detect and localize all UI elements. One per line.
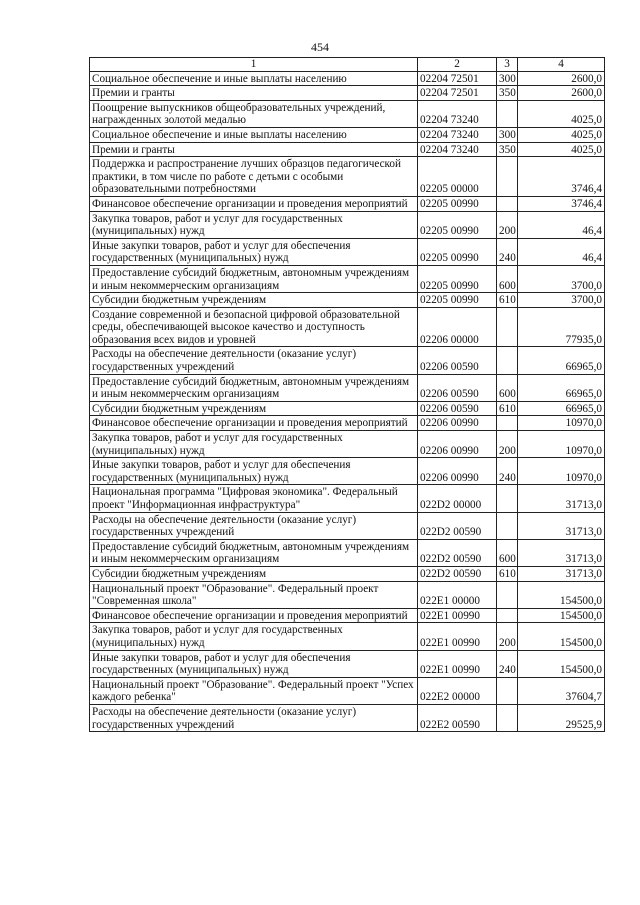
row-name: Закупка товаров, работ и услуг для государственных (муниципальных) нужд: [90, 431, 418, 458]
table-row: [90, 142, 605, 157]
row-code: 02206 00590: [418, 401, 497, 416]
row-code: 022D2 00590: [418, 512, 497, 539]
table-row: [90, 581, 605, 608]
row-type: 350: [497, 142, 518, 157]
table-row: [90, 416, 605, 431]
row-code: 02204 73240: [418, 127, 497, 142]
row-type: [497, 512, 518, 539]
row-code: 02205 00000: [418, 157, 497, 197]
row-type: [497, 307, 518, 347]
row-code: 02206 00590: [418, 347, 497, 374]
header-name: 1: [90, 58, 418, 72]
row-amount: 31713,0: [518, 566, 605, 581]
row-name: Создание современной и безопасной цифровой образовательной среды, обеспечивающей высокое качество и доступность образования всех видов и уровней: [90, 307, 418, 347]
row-code: 02206 00590: [418, 374, 497, 401]
row-name: Расходы на обеспечение деятельности (оказание услуг) государственных учреждений: [90, 704, 418, 731]
table-row: [90, 485, 605, 512]
table-row: [90, 238, 605, 265]
row-amount: 10970,0: [518, 458, 605, 485]
row-code: 022E1 00990: [418, 608, 497, 623]
row-amount: 3700,0: [518, 293, 605, 308]
row-name: Закупка товаров, работ и услуг для государственных (муниципальных) нужд: [90, 623, 418, 650]
row-name: Иные закупки товаров, работ и услуг для обеспечения государственных (муниципальных) нужд: [90, 650, 418, 677]
row-amount: 154500,0: [518, 623, 605, 650]
row-code: 022D2 00000: [418, 485, 497, 512]
row-code: 02204 73240: [418, 100, 497, 127]
row-amount: 46,4: [518, 211, 605, 238]
row-type: 300: [497, 71, 518, 86]
row-type: [497, 416, 518, 431]
row-name: Финансовое обеспечение организации и проведения мероприятий: [90, 608, 418, 623]
table-row: [90, 86, 605, 101]
row-name: Социальное обеспечение и иные выплаты населению: [90, 127, 418, 142]
row-type: 350: [497, 86, 518, 101]
row-name: Премии и гранты: [90, 142, 418, 157]
table-row: [90, 293, 605, 308]
row-name: Субсидии бюджетным учреждениям: [90, 401, 418, 416]
row-type: [497, 485, 518, 512]
page-number: 454: [311, 40, 329, 54]
row-type: 200: [497, 623, 518, 650]
row-name: Закупка товаров, работ и услуг для государственных (муниципальных) нужд: [90, 211, 418, 238]
row-name: Национальная программа "Цифровая экономика". Федеральный проект "Информационная инфраструктура": [90, 485, 418, 512]
row-type: 300: [497, 127, 518, 142]
row-type: 240: [497, 650, 518, 677]
row-code: 02205 00990: [418, 238, 497, 265]
row-amount: 31713,0: [518, 539, 605, 566]
row-amount: 4025,0: [518, 100, 605, 127]
row-type: [497, 677, 518, 704]
row-type: 610: [497, 293, 518, 308]
row-code: 02204 72501: [418, 71, 497, 86]
row-amount: 66965,0: [518, 374, 605, 401]
row-code: 022E2 00590: [418, 704, 497, 731]
row-name: Финансовое обеспечение организации и проведения мероприятий: [90, 196, 418, 211]
row-code: 02206 00000: [418, 307, 497, 347]
table-row: [90, 458, 605, 485]
row-code: 02206 00990: [418, 458, 497, 485]
row-amount: 37604,7: [518, 677, 605, 704]
header-code: 2: [418, 58, 497, 72]
row-name: Предоставление субсидий бюджетным, автономным учреждениям и иным некоммерческим организациям: [90, 374, 418, 401]
row-name: Расходы на обеспечение деятельности (оказание услуг) государственных учреждений: [90, 347, 418, 374]
table-row: [90, 265, 605, 292]
table-row: [90, 374, 605, 401]
row-type: 200: [497, 211, 518, 238]
row-code: 02205 00990: [418, 265, 497, 292]
row-name: Финансовое обеспечение организации и проведения мероприятий: [90, 416, 418, 431]
row-name: Премии и гранты: [90, 86, 418, 101]
table-row: [90, 307, 605, 347]
row-amount: 4025,0: [518, 127, 605, 142]
header-amount: 4: [518, 58, 605, 72]
table-row: [90, 347, 605, 374]
row-type: 600: [497, 539, 518, 566]
table-row: [90, 512, 605, 539]
row-type: [497, 704, 518, 731]
table-row: [90, 401, 605, 416]
row-code: 022D2 00590: [418, 539, 497, 566]
budget-table: [89, 57, 605, 732]
row-type: 240: [497, 238, 518, 265]
table-row: [90, 71, 605, 86]
row-amount: 2600,0: [518, 86, 605, 101]
row-code: 022E2 00000: [418, 677, 497, 704]
row-code: 02204 72501: [418, 86, 497, 101]
table-row: [90, 608, 605, 623]
row-amount: 66965,0: [518, 347, 605, 374]
row-type: [497, 196, 518, 211]
table-row: [90, 623, 605, 650]
row-type: 610: [497, 566, 518, 581]
row-amount: 46,4: [518, 238, 605, 265]
row-type: [497, 157, 518, 197]
row-name: Предоставление субсидий бюджетным, автономным учреждениям и иным некоммерческим организациям: [90, 265, 418, 292]
row-amount: 77935,0: [518, 307, 605, 347]
table-row: [90, 127, 605, 142]
row-name: Иные закупки товаров, работ и услуг для обеспечения государственных (муниципальных) нужд: [90, 238, 418, 265]
table-row: [90, 650, 605, 677]
row-amount: 31713,0: [518, 485, 605, 512]
table-row: [90, 196, 605, 211]
table-row: [90, 704, 605, 731]
row-code: 02206 00990: [418, 416, 497, 431]
row-amount: 10970,0: [518, 431, 605, 458]
row-type: [497, 347, 518, 374]
row-name: Субсидии бюджетным учреждениям: [90, 293, 418, 308]
row-code: 02204 73240: [418, 142, 497, 157]
row-name: Расходы на обеспечение деятельности (оказание услуг) государственных учреждений: [90, 512, 418, 539]
row-amount: 3746,4: [518, 157, 605, 197]
row-code: 022E1 00990: [418, 650, 497, 677]
row-amount: 10970,0: [518, 416, 605, 431]
row-name: Национальный проект "Образование". Федеральный проект "Успех каждого ребенка": [90, 677, 418, 704]
row-amount: 66965,0: [518, 401, 605, 416]
row-code: 02206 00990: [418, 431, 497, 458]
row-amount: 2600,0: [518, 71, 605, 86]
row-code: 022D2 00590: [418, 566, 497, 581]
row-code: 02205 00990: [418, 293, 497, 308]
row-amount: 29525,9: [518, 704, 605, 731]
row-name: Национальный проект "Образование". Федеральный проект "Современная школа": [90, 581, 418, 608]
row-name: Субсидии бюджетным учреждениям: [90, 566, 418, 581]
row-name: Поддержка и распространение лучших образцов педагогической практики, в том числе по работе с детьми с особыми образовательными потребностями: [90, 157, 418, 197]
row-amount: 31713,0: [518, 512, 605, 539]
table-row: [90, 157, 605, 197]
row-amount: 4025,0: [518, 142, 605, 157]
row-type: 610: [497, 401, 518, 416]
row-name: Социальное обеспечение и иные выплаты населению: [90, 71, 418, 86]
row-amount: 154500,0: [518, 650, 605, 677]
row-amount: 3700,0: [518, 265, 605, 292]
table-row: [90, 211, 605, 238]
row-type: [497, 100, 518, 127]
table-row: [90, 539, 605, 566]
row-code: 02205 00990: [418, 211, 497, 238]
row-name: Иные закупки товаров, работ и услуг для обеспечения государственных (муниципальных) нужд: [90, 458, 418, 485]
row-type: 600: [497, 374, 518, 401]
row-name: Поощрение выпускников общеобразовательных учреждений, награжденных золотой медалью: [90, 100, 418, 127]
row-amount: 154500,0: [518, 608, 605, 623]
row-type: [497, 608, 518, 623]
header-type: 3: [497, 58, 518, 72]
row-name: Предоставление субсидий бюджетным, автономным учреждениям и иным некоммерческим организациям: [90, 539, 418, 566]
row-amount: 3746,4: [518, 196, 605, 211]
row-code: 022E1 00000: [418, 581, 497, 608]
table-header-row: [90, 58, 605, 72]
table-row: [90, 100, 605, 127]
table-row: [90, 431, 605, 458]
row-type: 240: [497, 458, 518, 485]
row-type: 600: [497, 265, 518, 292]
row-type: [497, 581, 518, 608]
row-amount: 154500,0: [518, 581, 605, 608]
row-code: 022E1 00990: [418, 623, 497, 650]
table-row: [90, 566, 605, 581]
row-type: 200: [497, 431, 518, 458]
table-row: [90, 677, 605, 704]
row-code: 02205 00990: [418, 196, 497, 211]
